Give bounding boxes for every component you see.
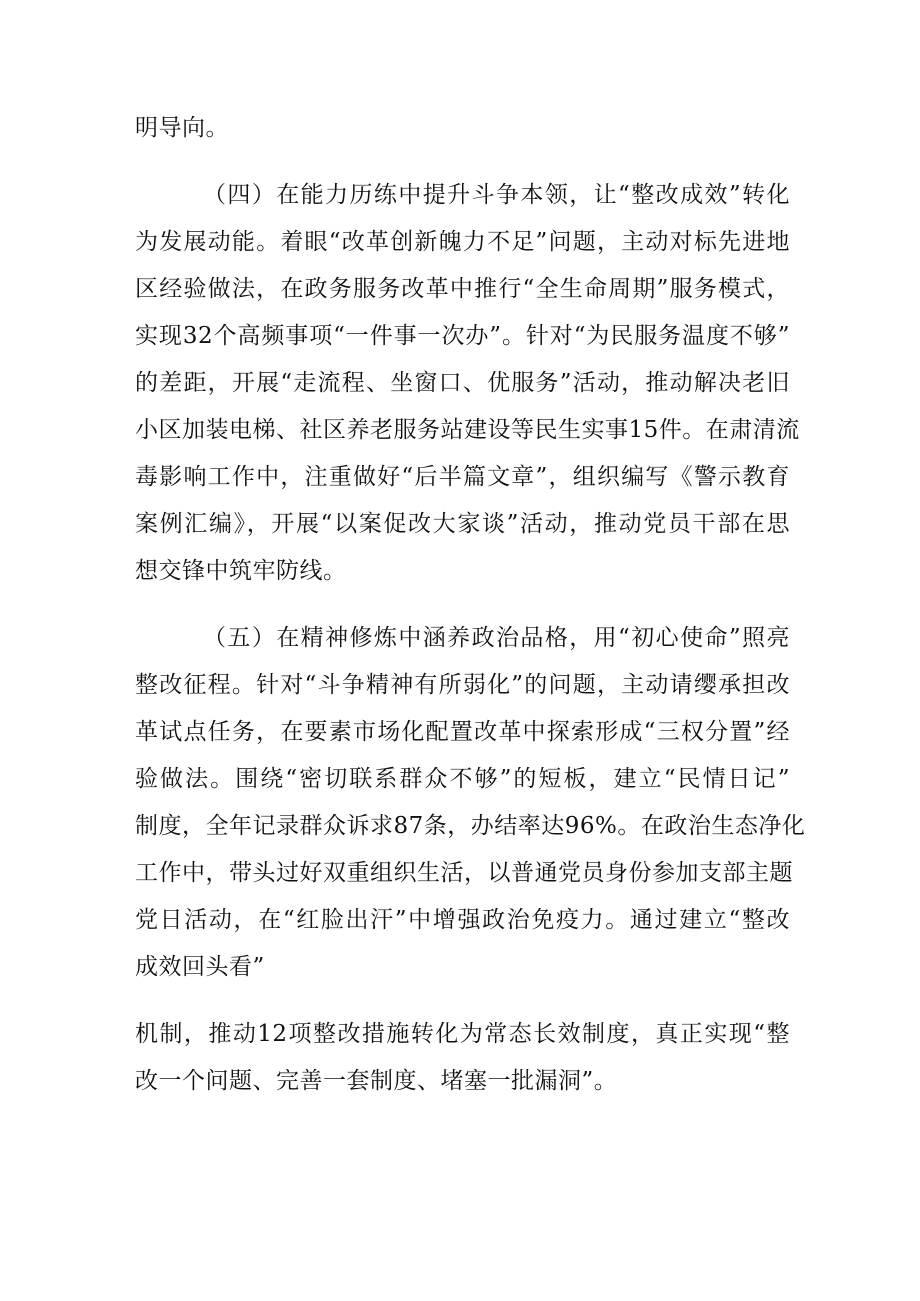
paragraph-line: 机制，推动12项整改措施转化为常态长效制度，真正实现“整 (135, 1021, 790, 1047)
paragraph-line: 制度，全年记录群众诉求87条，办结率达96%。在政治生态净化 (135, 813, 806, 839)
paragraph-line: 党日活动，在“红脸出汗”中增强政治免疫力。通过建立“整改 (135, 907, 790, 933)
paragraph-line: 整改征程。针对“斗争精神有所弱化”的问题，主动请缨承担改 (135, 672, 790, 698)
paragraph-line: 案例汇编》，开展“以案促改大家谈”活动，推动党员干部在思 (135, 511, 790, 537)
paragraph-line: 想交锋中筑牢防线。 (135, 558, 347, 584)
paragraph-line: 工作中，带头过好双重组织生活，以普通党员身份参加支部主题 (135, 860, 793, 886)
section-heading-line: （五）在精神修炼中涵养政治品格，用“初心使命”照亮 (203, 625, 790, 651)
paragraph-line: 为发展动能。着眼“改革创新魄力不足”问题，主动对标先进地 (135, 229, 790, 255)
paragraph-line: 小区加装电梯、社区养老服务站建设等民生实事15件。在肃清流 (135, 417, 800, 443)
paragraph-line: 成效回头看” (135, 954, 265, 980)
paragraph-line: 明导向。 (135, 115, 229, 141)
section-heading-line: （四）在能力历练中提升斗争本领，让“整改成效”转化 (203, 182, 790, 208)
paragraph-line: 改一个问题、完善一套制度、堵塞一批漏洞”。 (135, 1068, 618, 1094)
paragraph-line: 的差距，开展“走流程、坐窗口、优服务”活动，推动解决老旧 (135, 370, 790, 396)
paragraph-line: 验做法。围绕“密切联系群众不够”的短板，建立“民情日记” (135, 766, 790, 792)
paragraph-line: 毒影响工作中，注重做好“后半篇文章”，组织编写《警示教育 (135, 464, 790, 490)
paragraph-line: 革试点任务，在要素市场化配置改革中探索形成“三权分置”经 (135, 719, 790, 745)
paragraph-line: 区经验做法，在政务服务改革中推行“全生命周期”服务模式， (135, 276, 790, 302)
paragraph-line: 实现32个高频事项“一件事一次办”。针对“为民服务温度不够” (135, 323, 790, 349)
